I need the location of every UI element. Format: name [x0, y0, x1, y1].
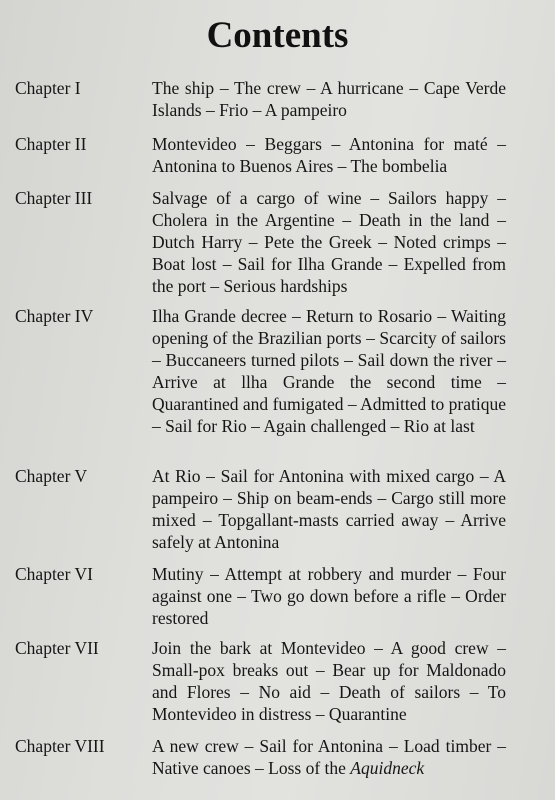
chapter-summary: Salvage of a cargo of wine – Sailors happy – Cholera in the Argentine – Death in the land – Dutch Harry – Pete the Greek – Noted crimps – Boat lost – Sail for Ilha Grande – Expelled from the port – Serious hardships [152, 188, 506, 296]
chapter-summary: Montevideo – Beggars – Antonina for maté – Antonina to Buenos Aires – The bombelia [152, 134, 506, 176]
page-title: Contents [206, 15, 349, 56]
chapter-summary: Join the bark at Montevideo – A good crew – Small-pox breaks out – Bear up for Maldonado and Flores – No aid – Death of sailors – To Montevideo in distress – Quarantine [152, 638, 506, 724]
chapter-summary: Ilha Grande decree – Return to Rosario – Waiting opening of the Brazilian ports – Scarcity of sailors – Buccaneers turned pilots – Sail down the river – Arrive at llha Grande the second time – Quarantined and fumigated – Admitted to pratique – Sail for Rio – Again challenged – Rio at last [152, 306, 506, 436]
chapter-label: Chapter IV [15, 306, 94, 326]
chapter-summary: Mutiny – Attempt at robbery and murder – Four against one – Two go down before a rifle – Order restored [152, 564, 506, 628]
chapter-label: Chapter VIII [15, 736, 105, 756]
chapter-summary-text: A new crew – Sail for Antonina – Load timber – Native canoes – Loss of the [152, 736, 506, 778]
chapter-label: Chapter II [15, 134, 87, 154]
chapter-label: Chapter VII [15, 638, 99, 658]
chapter-label: Chapter V [15, 466, 88, 486]
chapter-summary [152, 735, 506, 779]
ship-name: Aquidneck [350, 758, 425, 778]
chapter-summary: At Rio – Sail for Antonina with mixed cargo – A pampeiro – Ship on beam-ends – Cargo still more mixed – Topgallant-masts carried away – Arrive safely at Antonina [152, 466, 506, 552]
chapter-label: Chapter III [15, 188, 93, 208]
chapter-label: Chapter I [15, 78, 81, 98]
chapter-label: Chapter VI [15, 564, 93, 584]
chapter-summary: The ship – The crew – A hurricane – Cape Verde Islands – Frio – A pampeiro [152, 78, 506, 120]
